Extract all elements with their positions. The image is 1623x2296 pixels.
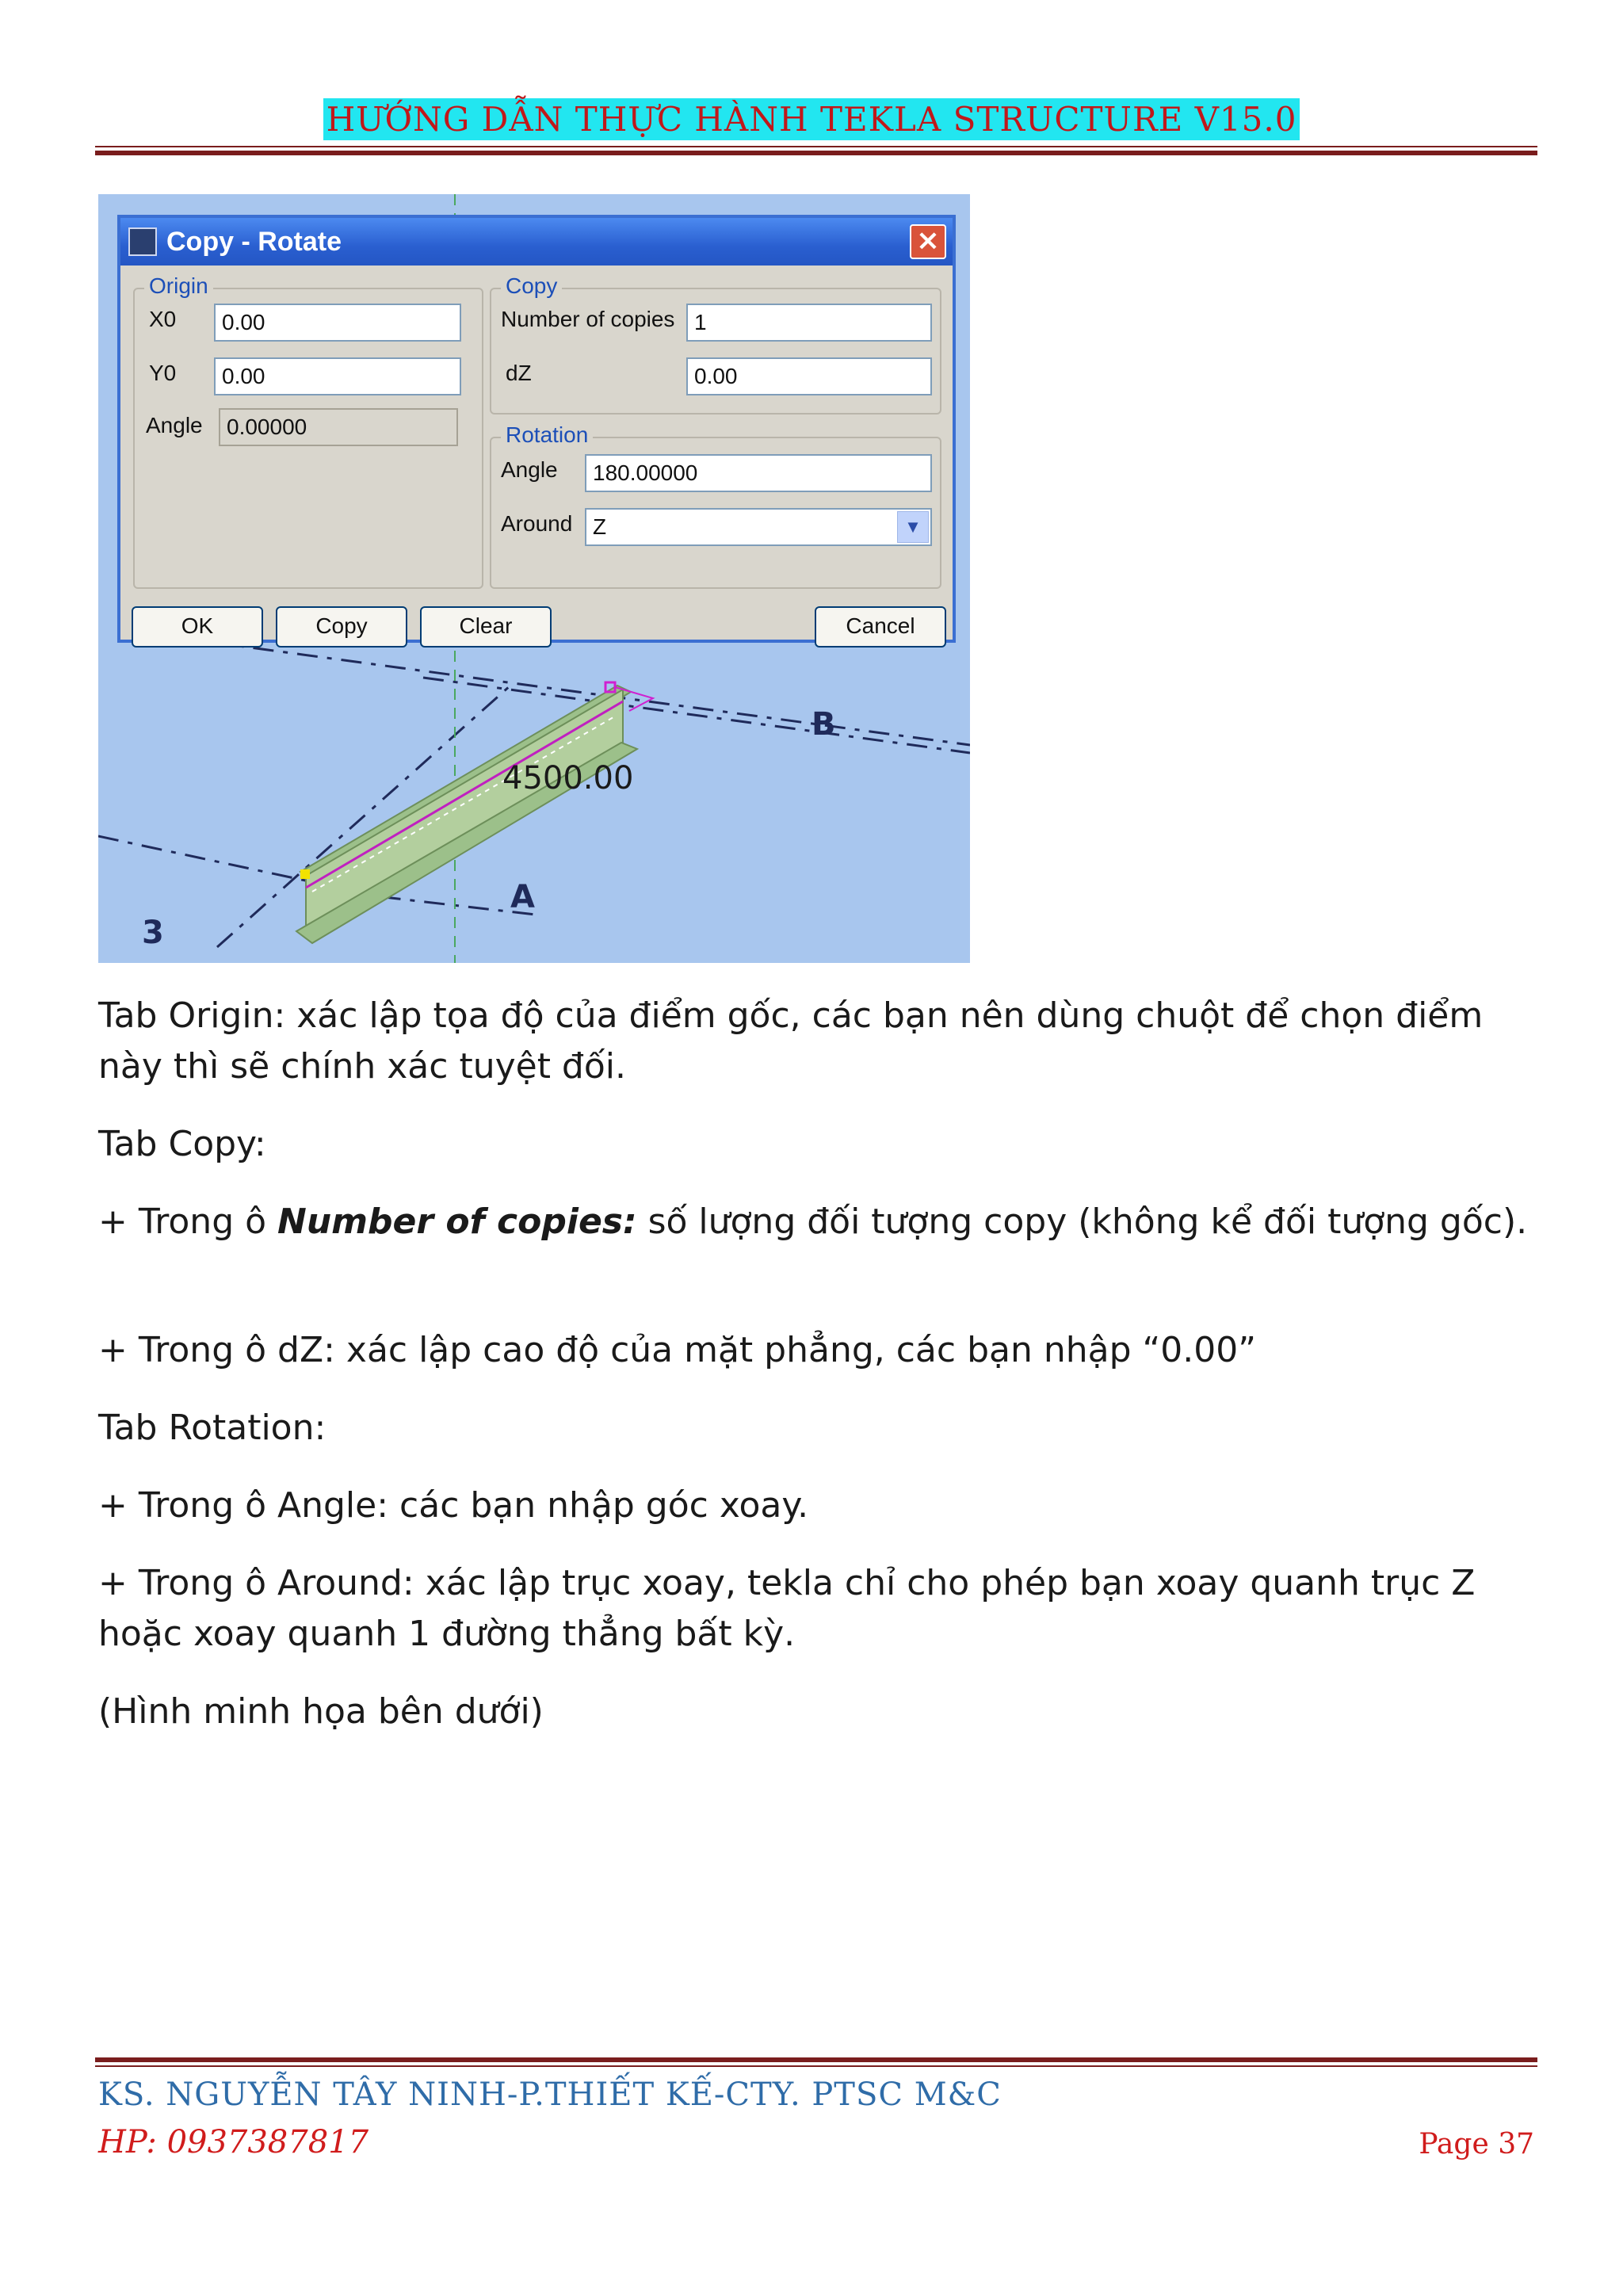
paragraph-tab-origin: Tab Origin: xác lập tọa độ của điểm gốc, các bạn nên dùng chuột để chọn điểm này thì sẽ chính xác tuyệt đối. <box>98 995 1484 1087</box>
around-select[interactable] <box>585 508 932 546</box>
beam-start-handle <box>300 869 310 879</box>
dz-input[interactable]: 0.00 <box>686 357 932 395</box>
grid-line <box>98 836 320 884</box>
copy-group-label: Copy <box>501 273 562 299</box>
footer-phone: HP: 0937387817 <box>98 2124 369 2160</box>
paragraph-number-of-copies <box>98 1197 1549 1247</box>
dz-label: dZ <box>506 361 532 385</box>
paragraph-angle: + Trong ô Angle: các bạn nhập góc xoay. <box>98 1485 809 1526</box>
copy-group <box>490 273 941 415</box>
number-of-copies-input[interactable]: 1 <box>686 304 932 342</box>
rotation-group-label: Rotation <box>501 422 593 448</box>
number-of-copies-label: Number of copies <box>501 307 675 331</box>
grid-label-3: 3 <box>142 915 164 951</box>
p3-bold-term: Number of copies: <box>277 1201 637 1242</box>
paragraph-dz: + Trong ô dZ: xác lập cao độ của mặt phẳng, các bạn nhập “0.00” <box>98 1330 1257 1370</box>
origin-group <box>133 273 483 589</box>
ok-button[interactable]: OK <box>132 606 263 648</box>
around-select-value: Z <box>593 514 607 539</box>
tekla-screenshot <box>98 194 970 963</box>
y0-label: Y0 <box>149 361 177 385</box>
x0-input[interactable]: 0.00 <box>214 304 461 342</box>
chevron-down-icon[interactable]: ▼ <box>897 511 929 543</box>
origin-angle-input: 0.00000 <box>219 408 458 446</box>
footer-rule-thin <box>95 2065 1537 2067</box>
paragraph-tab-copy: Tab Copy: <box>98 1124 266 1164</box>
paragraph-tab-rotation: Tab Rotation: <box>98 1408 327 1448</box>
dialog-title: Copy - Rotate <box>166 227 342 257</box>
header-rule-thin <box>95 146 1537 147</box>
rotation-group <box>490 422 941 589</box>
steel-beam <box>296 682 653 943</box>
copy-rotate-dialog <box>117 215 956 643</box>
y0-input[interactable]: 0.00 <box>214 357 461 395</box>
cancel-button[interactable]: Cancel <box>815 606 946 648</box>
around-label: Around <box>501 511 573 536</box>
rotation-angle-input[interactable]: 180.00000 <box>585 454 932 492</box>
close-icon[interactable]: × <box>910 224 946 259</box>
p3-prefix: + Trong ô <box>98 1201 278 1242</box>
x0-label: X0 <box>149 307 177 331</box>
tekla-app-icon <box>128 227 157 256</box>
clear-button[interactable]: Clear <box>420 606 552 648</box>
page-number: Page 37 <box>1419 2128 1534 2160</box>
paragraph-around: + Trong ô Around: xác lập trục xoay, tekla chỉ cho phép bạn xoay quanh trục Z hoặc xoay quanh 1 đường thẳng bất kỳ. <box>98 1563 1476 1654</box>
footer-rule-thick <box>95 2057 1537 2062</box>
rotation-angle-label: Angle <box>501 457 558 482</box>
grid-label-a: A <box>510 879 535 915</box>
paragraph-illustration-note: (Hình minh họa bên dưới) <box>98 1691 544 1732</box>
origin-group-label: Origin <box>144 273 213 299</box>
grid-label-b: B <box>812 706 836 743</box>
dimension-label: 4500.00 <box>502 760 634 797</box>
footer-author: KS. NGUYỄN TÂY NINH-P.THIẾT KẾ-CTY. PTSC M&C <box>98 2076 1002 2113</box>
header-rule-thick <box>95 151 1537 155</box>
copy-button[interactable]: Copy <box>276 606 407 648</box>
header-title-text: HƯỚNG DẪN THỰC HÀNH TEKLA STRUCTURE V15.0 <box>323 98 1300 140</box>
p3-suffix: số lượng đối tượng copy (không kể đối tượng gốc). <box>636 1201 1528 1242</box>
header-title <box>0 100 1623 139</box>
dialog-title-bar[interactable] <box>120 218 953 266</box>
origin-angle-label: Angle <box>146 413 203 437</box>
